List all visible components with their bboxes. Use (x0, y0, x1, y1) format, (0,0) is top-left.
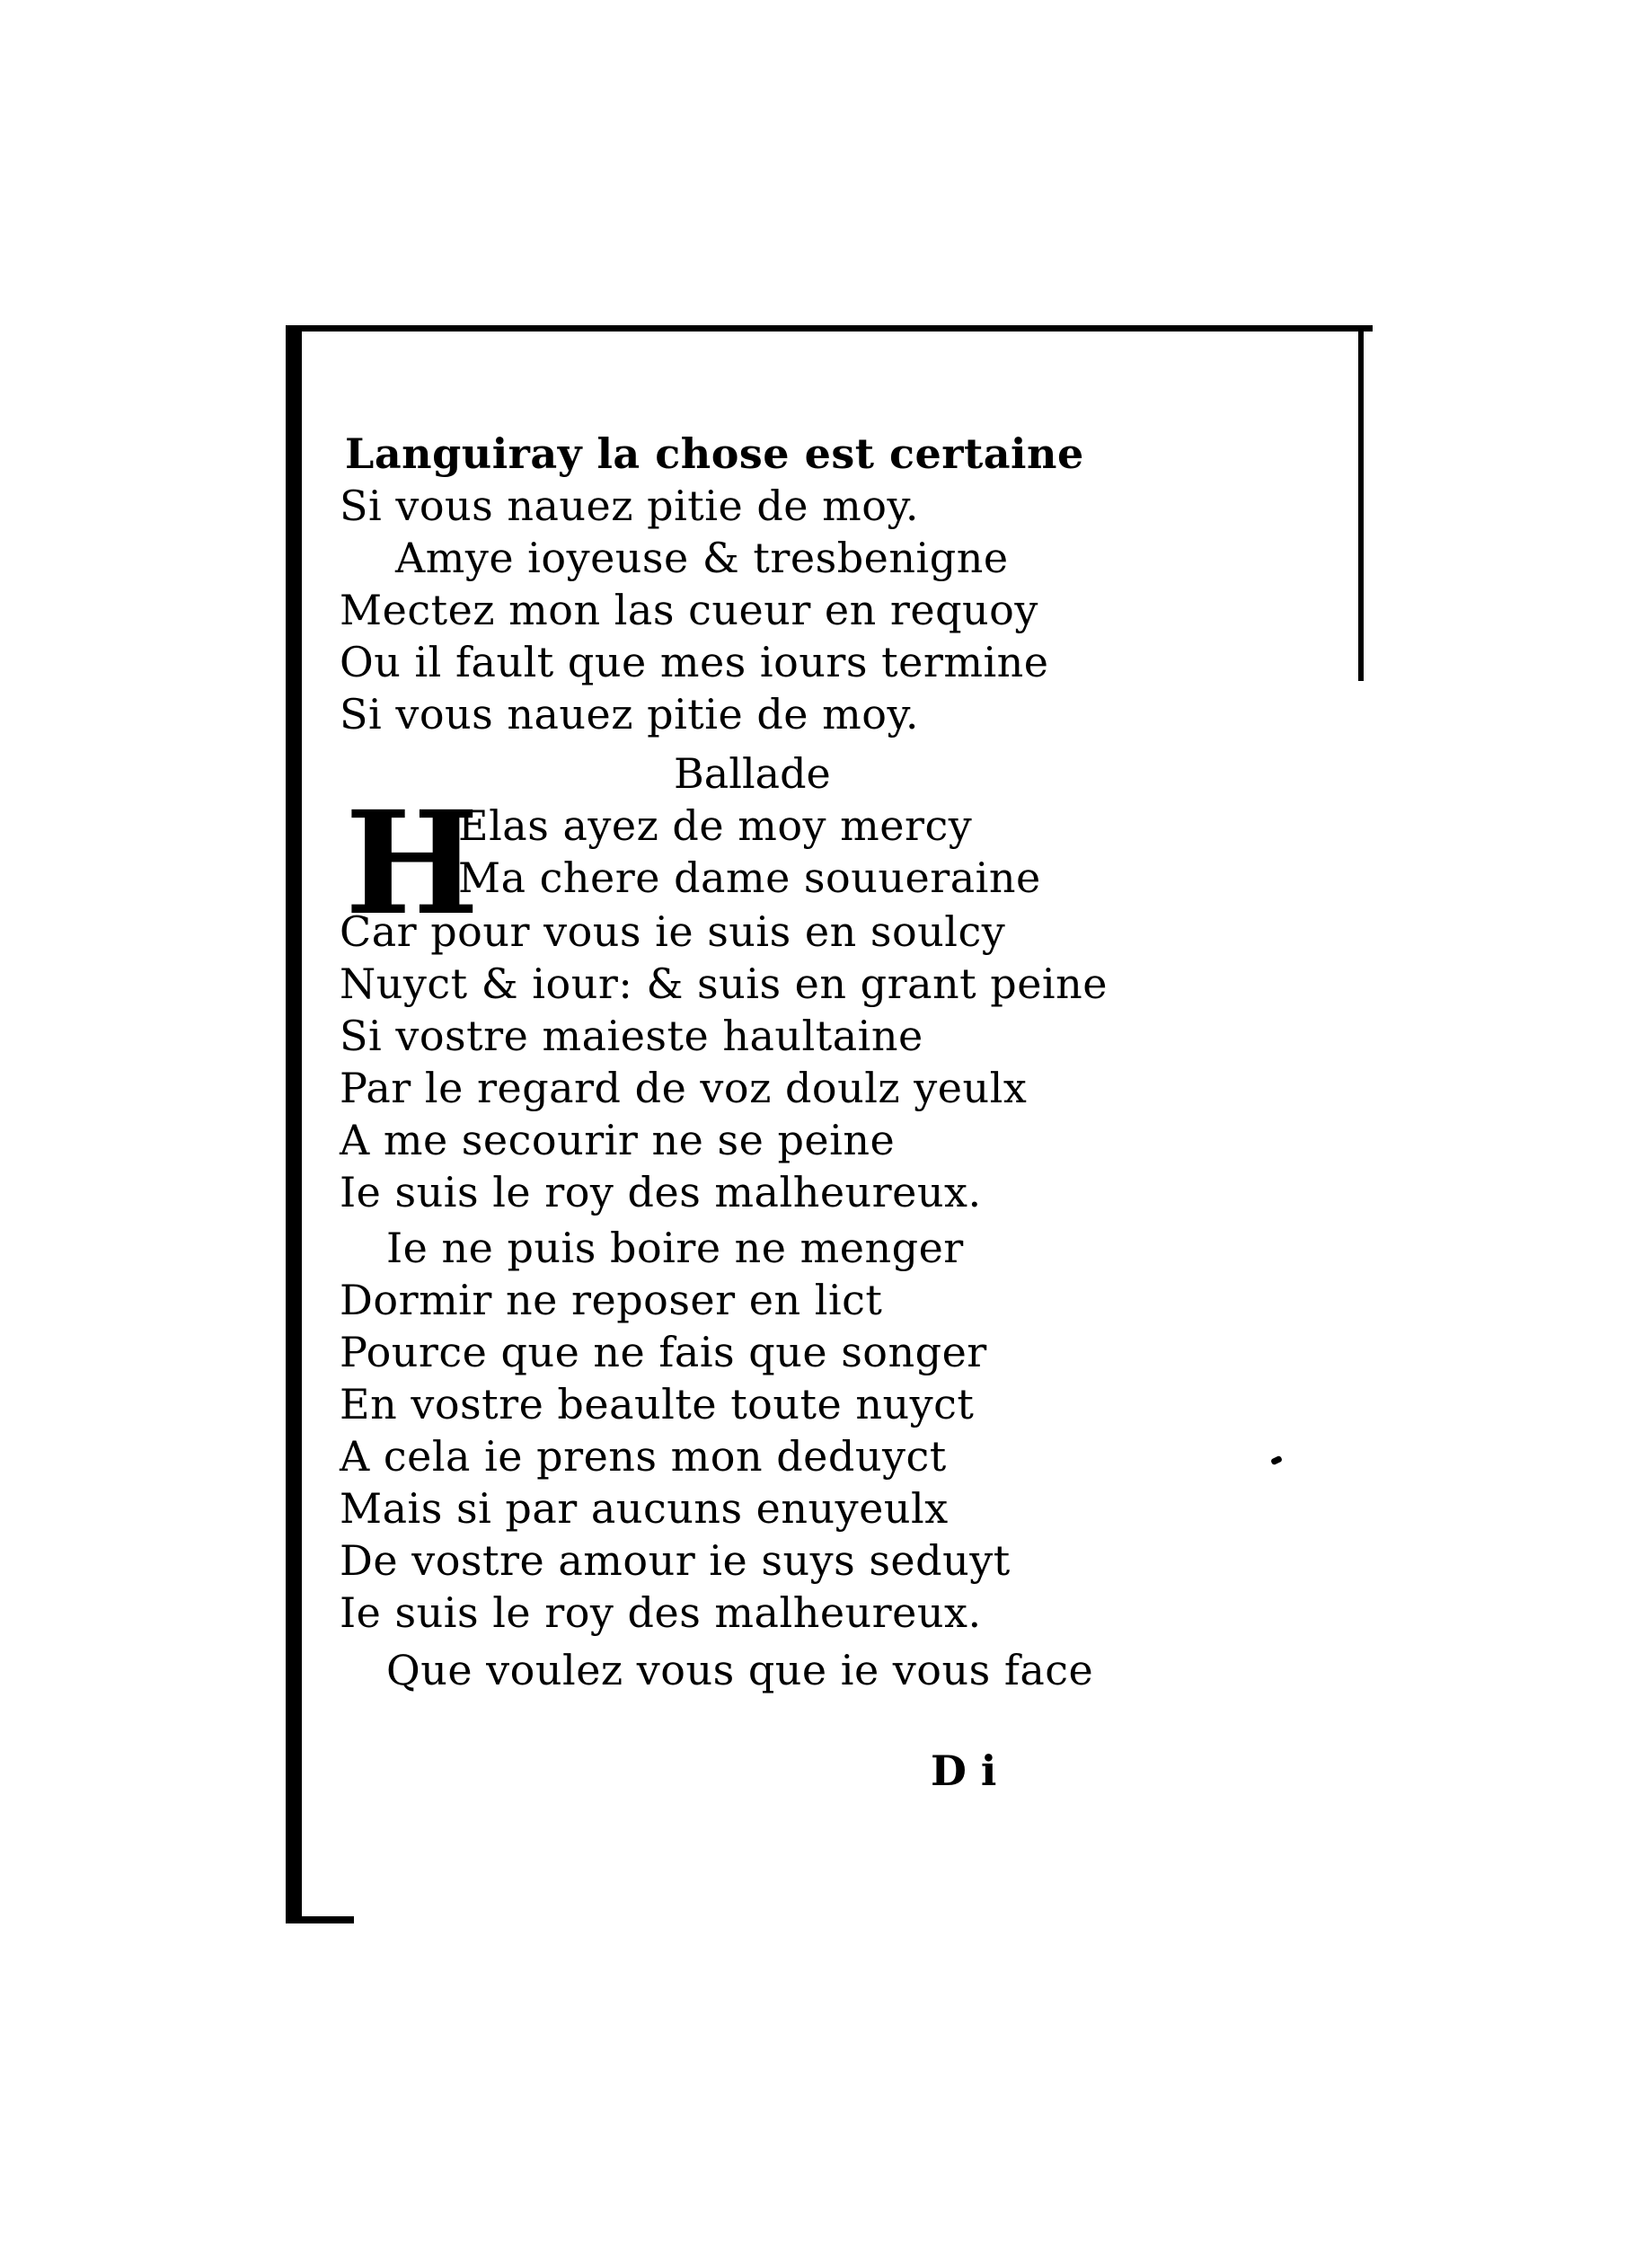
verse-line: Ou il fault que mes iours termine (340, 638, 1049, 686)
verse-line: Car pour vous ie suis en soulcy (340, 907, 1006, 956)
verse-line: Mais si par aucuns enuyeulx (340, 1484, 949, 1533)
drop-cap: H (345, 781, 480, 947)
verse-line: Ma chere dame souueraine (458, 853, 1041, 902)
verse-line: Ie suis le roy des malheureux. (340, 1168, 982, 1216)
ballade-heading: Ballade (674, 749, 831, 798)
verse-line: Si vous nauez pitie de moy. (340, 482, 919, 530)
verse-line: Languiray la chose est certaine (345, 429, 1084, 478)
verse-line: Par le regard de voz doulz yeulx (340, 1064, 1028, 1112)
verse-line: A me secourir ne se peine (340, 1116, 896, 1164)
verse-line: Dormir ne reposer en lict (340, 1276, 883, 1324)
verse-line: Amye ioyeuse & tresbenigne (395, 534, 1009, 582)
verse-line: De vostre amour ie suys seduyt (340, 1536, 1011, 1585)
verse-line: Ie suis le roy des malheureux. (340, 1588, 982, 1637)
signature-mark: D i (931, 1746, 997, 1795)
verse-line: Pource que ne fais que songer (340, 1328, 987, 1376)
verse-line: A cela ie prens mon deduyct (340, 1432, 947, 1481)
verse-line: Elas ayez de moy mercy (458, 801, 973, 850)
verse-line: Si vostre maieste haultaine (340, 1012, 923, 1060)
verse-line: Si vous nauez pitie de moy. (340, 690, 919, 738)
verse-line: Mectez mon las cueur en requoy (340, 586, 1038, 634)
catchline: Que voulez vous que ie vous face (386, 1646, 1094, 1694)
verse-line: Nuyct & iour: & suis en grant peine (340, 959, 1108, 1008)
verse-line: En vostre beaulte toute nuyct (340, 1380, 975, 1428)
verse-line: Ie ne puis boire ne menger (386, 1224, 964, 1272)
